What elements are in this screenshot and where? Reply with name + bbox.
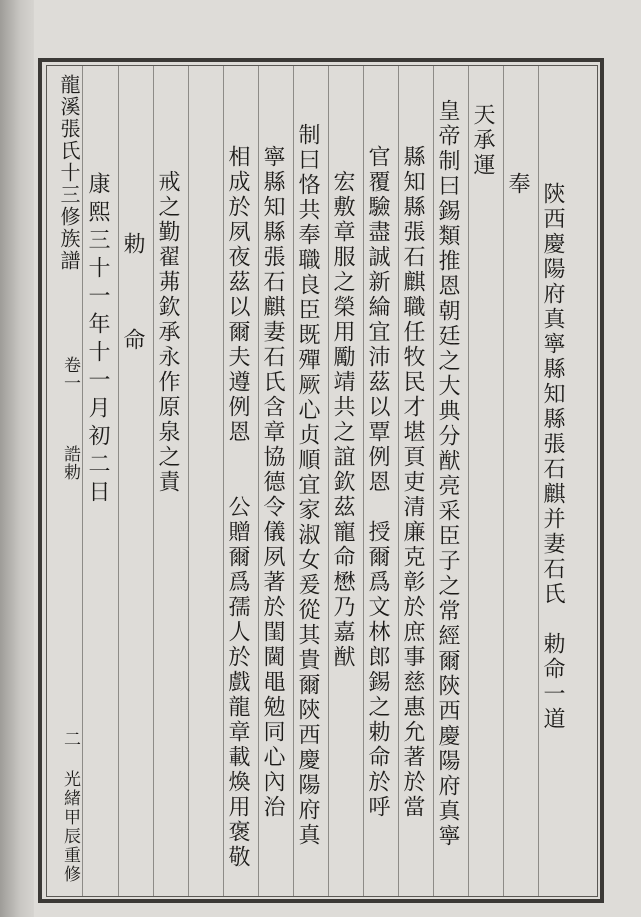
column-rule bbox=[363, 66, 364, 896]
gutter-page-number: 二 bbox=[60, 730, 80, 748]
gutter-edition: 光緒甲辰重修 bbox=[60, 770, 80, 884]
text-column-13: 康熙三十一年十一月初二日 bbox=[85, 172, 110, 508]
column-rule bbox=[328, 66, 329, 896]
column-rule bbox=[538, 66, 539, 896]
text-column-8: 制曰恪共奉職良臣既殫厥心贞順宜家淑女爰從其貴爾陝西慶陽府真 bbox=[295, 123, 320, 848]
column-rule bbox=[118, 66, 119, 896]
column-rule bbox=[82, 66, 83, 896]
column-rule bbox=[433, 66, 434, 896]
gutter-book-title: 龍溪張氏十三修族譜 bbox=[57, 74, 81, 272]
column-rule bbox=[153, 66, 154, 896]
text-column-2: 奉 bbox=[505, 172, 530, 197]
text-column-10: 相成於夙夜茲以爾夫遵例恩 公贈爾爲孺人於戲龍章載煥用褒敬 bbox=[225, 145, 250, 870]
column-rule bbox=[188, 66, 189, 896]
column-rule bbox=[258, 66, 259, 896]
column-rule bbox=[398, 66, 399, 896]
text-column-1: 陝西慶陽府真寧縣知縣張石麒并妻石氏 勅命一道 bbox=[540, 182, 565, 732]
text-column-6: 官覆驗盡誠新綸宜沛茲以覃例恩 授爾爲文林郎錫之勅命於呼 bbox=[365, 145, 390, 820]
column-rule bbox=[468, 66, 469, 896]
book-spine bbox=[0, 0, 34, 917]
gutter-volume: 卷一 bbox=[60, 356, 80, 392]
text-column-9: 寧縣知縣張石麒妻石氏含章協德令儀夙著於閨閫黽勉同心內治 bbox=[260, 145, 285, 820]
gutter-section: 誥勅 bbox=[60, 445, 80, 481]
text-column-5: 縣知縣張石麒職任牧民才堪頁吏清廉克彰於庶事慈惠允著於當 bbox=[400, 145, 425, 820]
column-rule bbox=[503, 66, 504, 896]
text-column-4: 皇帝制曰錫類推恩朝廷之大典分猷亮采臣子之常經爾陝西慶陽府真寧 bbox=[435, 99, 460, 849]
column-rule bbox=[293, 66, 294, 896]
text-column-3: 天承運 bbox=[470, 103, 495, 178]
text-column-7: 宏敷章服之榮用勵靖共之誼欽茲寵命懋乃嘉猷 bbox=[330, 170, 355, 670]
text-column-11: 戒之勤翟茀欽承永作原泉之責 bbox=[155, 170, 180, 495]
text-column-12: 勅 命 bbox=[120, 232, 145, 360]
column-rule bbox=[223, 66, 224, 896]
